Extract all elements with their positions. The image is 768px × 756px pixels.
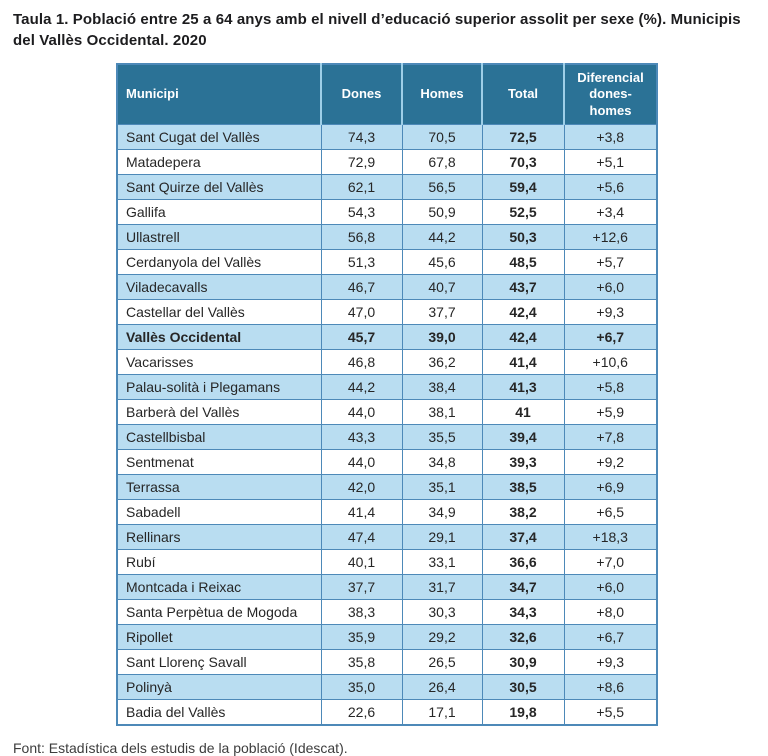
cell-dones: 37,7 (321, 574, 402, 599)
cell-diferencial: +5,8 (564, 374, 657, 399)
cell-diferencial: +3,4 (564, 199, 657, 224)
cell-total: 42,4 (482, 324, 564, 349)
table-row (117, 224, 657, 249)
table-row (117, 674, 657, 699)
cell-municipi: Castellbisbal (117, 424, 321, 449)
cell-dones: 46,8 (321, 349, 402, 374)
cell-dones: 45,7 (321, 324, 402, 349)
cell-municipi: Santa Perpètua de Mogoda (117, 599, 321, 624)
cell-homes: 35,5 (402, 424, 482, 449)
cell-dones: 35,8 (321, 649, 402, 674)
cell-homes: 26,4 (402, 674, 482, 699)
cell-total: 70,3 (482, 149, 564, 174)
cell-total: 30,5 (482, 674, 564, 699)
cell-homes: 67,8 (402, 149, 482, 174)
cell-municipi: Viladecavalls (117, 274, 321, 299)
cell-municipi: Matadepera (117, 149, 321, 174)
cell-total: 38,5 (482, 474, 564, 499)
cell-diferencial: +5,7 (564, 249, 657, 274)
cell-diferencial: +6,7 (564, 624, 657, 649)
cell-municipi: Montcada i Reixac (117, 574, 321, 599)
cell-municipi: Terrassa (117, 474, 321, 499)
cell-total: 30,9 (482, 649, 564, 674)
cell-dones: 62,1 (321, 174, 402, 199)
cell-total: 41 (482, 399, 564, 424)
cell-homes: 39,0 (402, 324, 482, 349)
cell-municipi: Ullastrell (117, 224, 321, 249)
cell-diferencial: +12,6 (564, 224, 657, 249)
cell-dones: 42,0 (321, 474, 402, 499)
cell-dones: 22,6 (321, 699, 402, 725)
table-row (117, 599, 657, 624)
cell-diferencial: +6,0 (564, 574, 657, 599)
cell-dones: 35,0 (321, 674, 402, 699)
cell-total: 36,6 (482, 549, 564, 574)
cell-municipi: Ripollet (117, 624, 321, 649)
cell-total: 34,7 (482, 574, 564, 599)
column-header-total: Total (482, 64, 564, 124)
table-row (117, 374, 657, 399)
cell-total: 43,7 (482, 274, 564, 299)
table-row (117, 324, 657, 349)
cell-homes: 40,7 (402, 274, 482, 299)
table-row (117, 399, 657, 424)
cell-dones: 46,7 (321, 274, 402, 299)
cell-homes: 36,2 (402, 349, 482, 374)
table-title: Taula 1. Població entre 25 a 64 anys amb el nivell d’educació superior assolit per sexe (%). Municipis del Vallès Occidental. 2020 (13, 11, 741, 49)
cell-diferencial: +3,8 (564, 124, 657, 149)
cell-municipi: Sant Cugat del Vallès (117, 124, 321, 149)
cell-homes: 50,9 (402, 199, 482, 224)
cell-homes: 38,4 (402, 374, 482, 399)
cell-municipi: Sant Quirze del Vallès (117, 174, 321, 199)
column-header-dones: Dones (321, 64, 402, 124)
cell-homes: 29,2 (402, 624, 482, 649)
cell-diferencial: +5,9 (564, 399, 657, 424)
table-row (117, 124, 657, 149)
cell-dones: 56,8 (321, 224, 402, 249)
cell-diferencial: +7,0 (564, 549, 657, 574)
cell-homes: 45,6 (402, 249, 482, 274)
cell-total: 59,4 (482, 174, 564, 199)
cell-municipi: Sentmenat (117, 449, 321, 474)
table-header (117, 64, 657, 124)
cell-diferencial: +9,2 (564, 449, 657, 474)
cell-municipi: Rellinars (117, 524, 321, 549)
cell-municipi: Gallifa (117, 199, 321, 224)
cell-dones: 43,3 (321, 424, 402, 449)
table-row (117, 274, 657, 299)
cell-municipi: Castellar del Vallès (117, 299, 321, 324)
cell-municipi: Vacarisses (117, 349, 321, 374)
table-row (117, 424, 657, 449)
cell-homes: 31,7 (402, 574, 482, 599)
table-row (117, 449, 657, 474)
table-row (117, 549, 657, 574)
cell-total: 39,4 (482, 424, 564, 449)
table-row (117, 574, 657, 599)
cell-dones: 47,0 (321, 299, 402, 324)
cell-dones: 40,1 (321, 549, 402, 574)
cell-homes: 38,1 (402, 399, 482, 424)
cell-homes: 17,1 (402, 699, 482, 725)
cell-diferencial: +18,3 (564, 524, 657, 549)
table-row (117, 624, 657, 649)
cell-municipi: Palau-solità i Plegamans (117, 374, 321, 399)
cell-diferencial: +5,1 (564, 149, 657, 174)
table-row (117, 474, 657, 499)
table-body (117, 124, 657, 725)
cell-homes: 35,1 (402, 474, 482, 499)
cell-municipi: Sant Llorenç Savall (117, 649, 321, 674)
cell-total: 42,4 (482, 299, 564, 324)
column-header-homes: Homes (402, 64, 482, 124)
cell-total: 34,3 (482, 599, 564, 624)
cell-total: 52,5 (482, 199, 564, 224)
cell-total: 19,8 (482, 699, 564, 725)
cell-dones: 51,3 (321, 249, 402, 274)
cell-homes: 70,5 (402, 124, 482, 149)
table-row (117, 524, 657, 549)
table-row (117, 499, 657, 524)
cell-total: 38,2 (482, 499, 564, 524)
cell-dones: 35,9 (321, 624, 402, 649)
cell-homes: 44,2 (402, 224, 482, 249)
cell-dones: 44,0 (321, 399, 402, 424)
table-row (117, 249, 657, 274)
table-row (117, 349, 657, 374)
cell-homes: 26,5 (402, 649, 482, 674)
cell-total: 37,4 (482, 524, 564, 549)
cell-total: 50,3 (482, 224, 564, 249)
cell-dones: 47,4 (321, 524, 402, 549)
cell-total: 39,3 (482, 449, 564, 474)
table-row (117, 649, 657, 674)
cell-diferencial: +6,5 (564, 499, 657, 524)
cell-diferencial: +10,6 (564, 349, 657, 374)
column-header-municipi: Municipi (117, 64, 321, 124)
cell-municipi: Sabadell (117, 499, 321, 524)
column-header-diferencial: Diferencial dones-homes (564, 64, 657, 124)
cell-homes: 29,1 (402, 524, 482, 549)
table-row (117, 174, 657, 199)
cell-diferencial: +9,3 (564, 299, 657, 324)
cell-homes: 34,8 (402, 449, 482, 474)
cell-dones: 41,4 (321, 499, 402, 524)
cell-homes: 56,5 (402, 174, 482, 199)
cell-municipi: Barberà del Vallès (117, 399, 321, 424)
cell-dones: 38,3 (321, 599, 402, 624)
header-row (117, 64, 657, 124)
cell-total: 48,5 (482, 249, 564, 274)
cell-diferencial: +6,9 (564, 474, 657, 499)
cell-diferencial: +7,8 (564, 424, 657, 449)
table-row (117, 199, 657, 224)
cell-diferencial: +5,5 (564, 699, 657, 725)
cell-homes: 33,1 (402, 549, 482, 574)
cell-dones: 44,2 (321, 374, 402, 399)
table-row (117, 299, 657, 324)
cell-diferencial: +6,0 (564, 274, 657, 299)
cell-total: 41,4 (482, 349, 564, 374)
cell-municipi: Cerdanyola del Vallès (117, 249, 321, 274)
cell-total: 41,3 (482, 374, 564, 399)
table-row (117, 149, 657, 174)
cell-diferencial: +9,3 (564, 649, 657, 674)
cell-total: 72,5 (482, 124, 564, 149)
cell-diferencial: +8,0 (564, 599, 657, 624)
cell-diferencial: +5,6 (564, 174, 657, 199)
cell-homes: 37,7 (402, 299, 482, 324)
cell-total: 32,6 (482, 624, 564, 649)
cell-homes: 30,3 (402, 599, 482, 624)
cell-dones: 74,3 (321, 124, 402, 149)
cell-municipi: Badia del Vallès (117, 699, 321, 725)
cell-dones: 44,0 (321, 449, 402, 474)
education-table (116, 63, 658, 726)
table-row (117, 699, 657, 725)
cell-homes: 34,9 (402, 499, 482, 524)
cell-dones: 54,3 (321, 199, 402, 224)
cell-municipi: Rubí (117, 549, 321, 574)
cell-diferencial: +8,6 (564, 674, 657, 699)
cell-diferencial: +6,7 (564, 324, 657, 349)
cell-dones: 72,9 (321, 149, 402, 174)
cell-municipi: Vallès Occidental (117, 324, 321, 349)
source-note: Font: Estadística dels estudis de la població (Idescat). (13, 739, 348, 756)
cell-municipi: Polinyà (117, 674, 321, 699)
